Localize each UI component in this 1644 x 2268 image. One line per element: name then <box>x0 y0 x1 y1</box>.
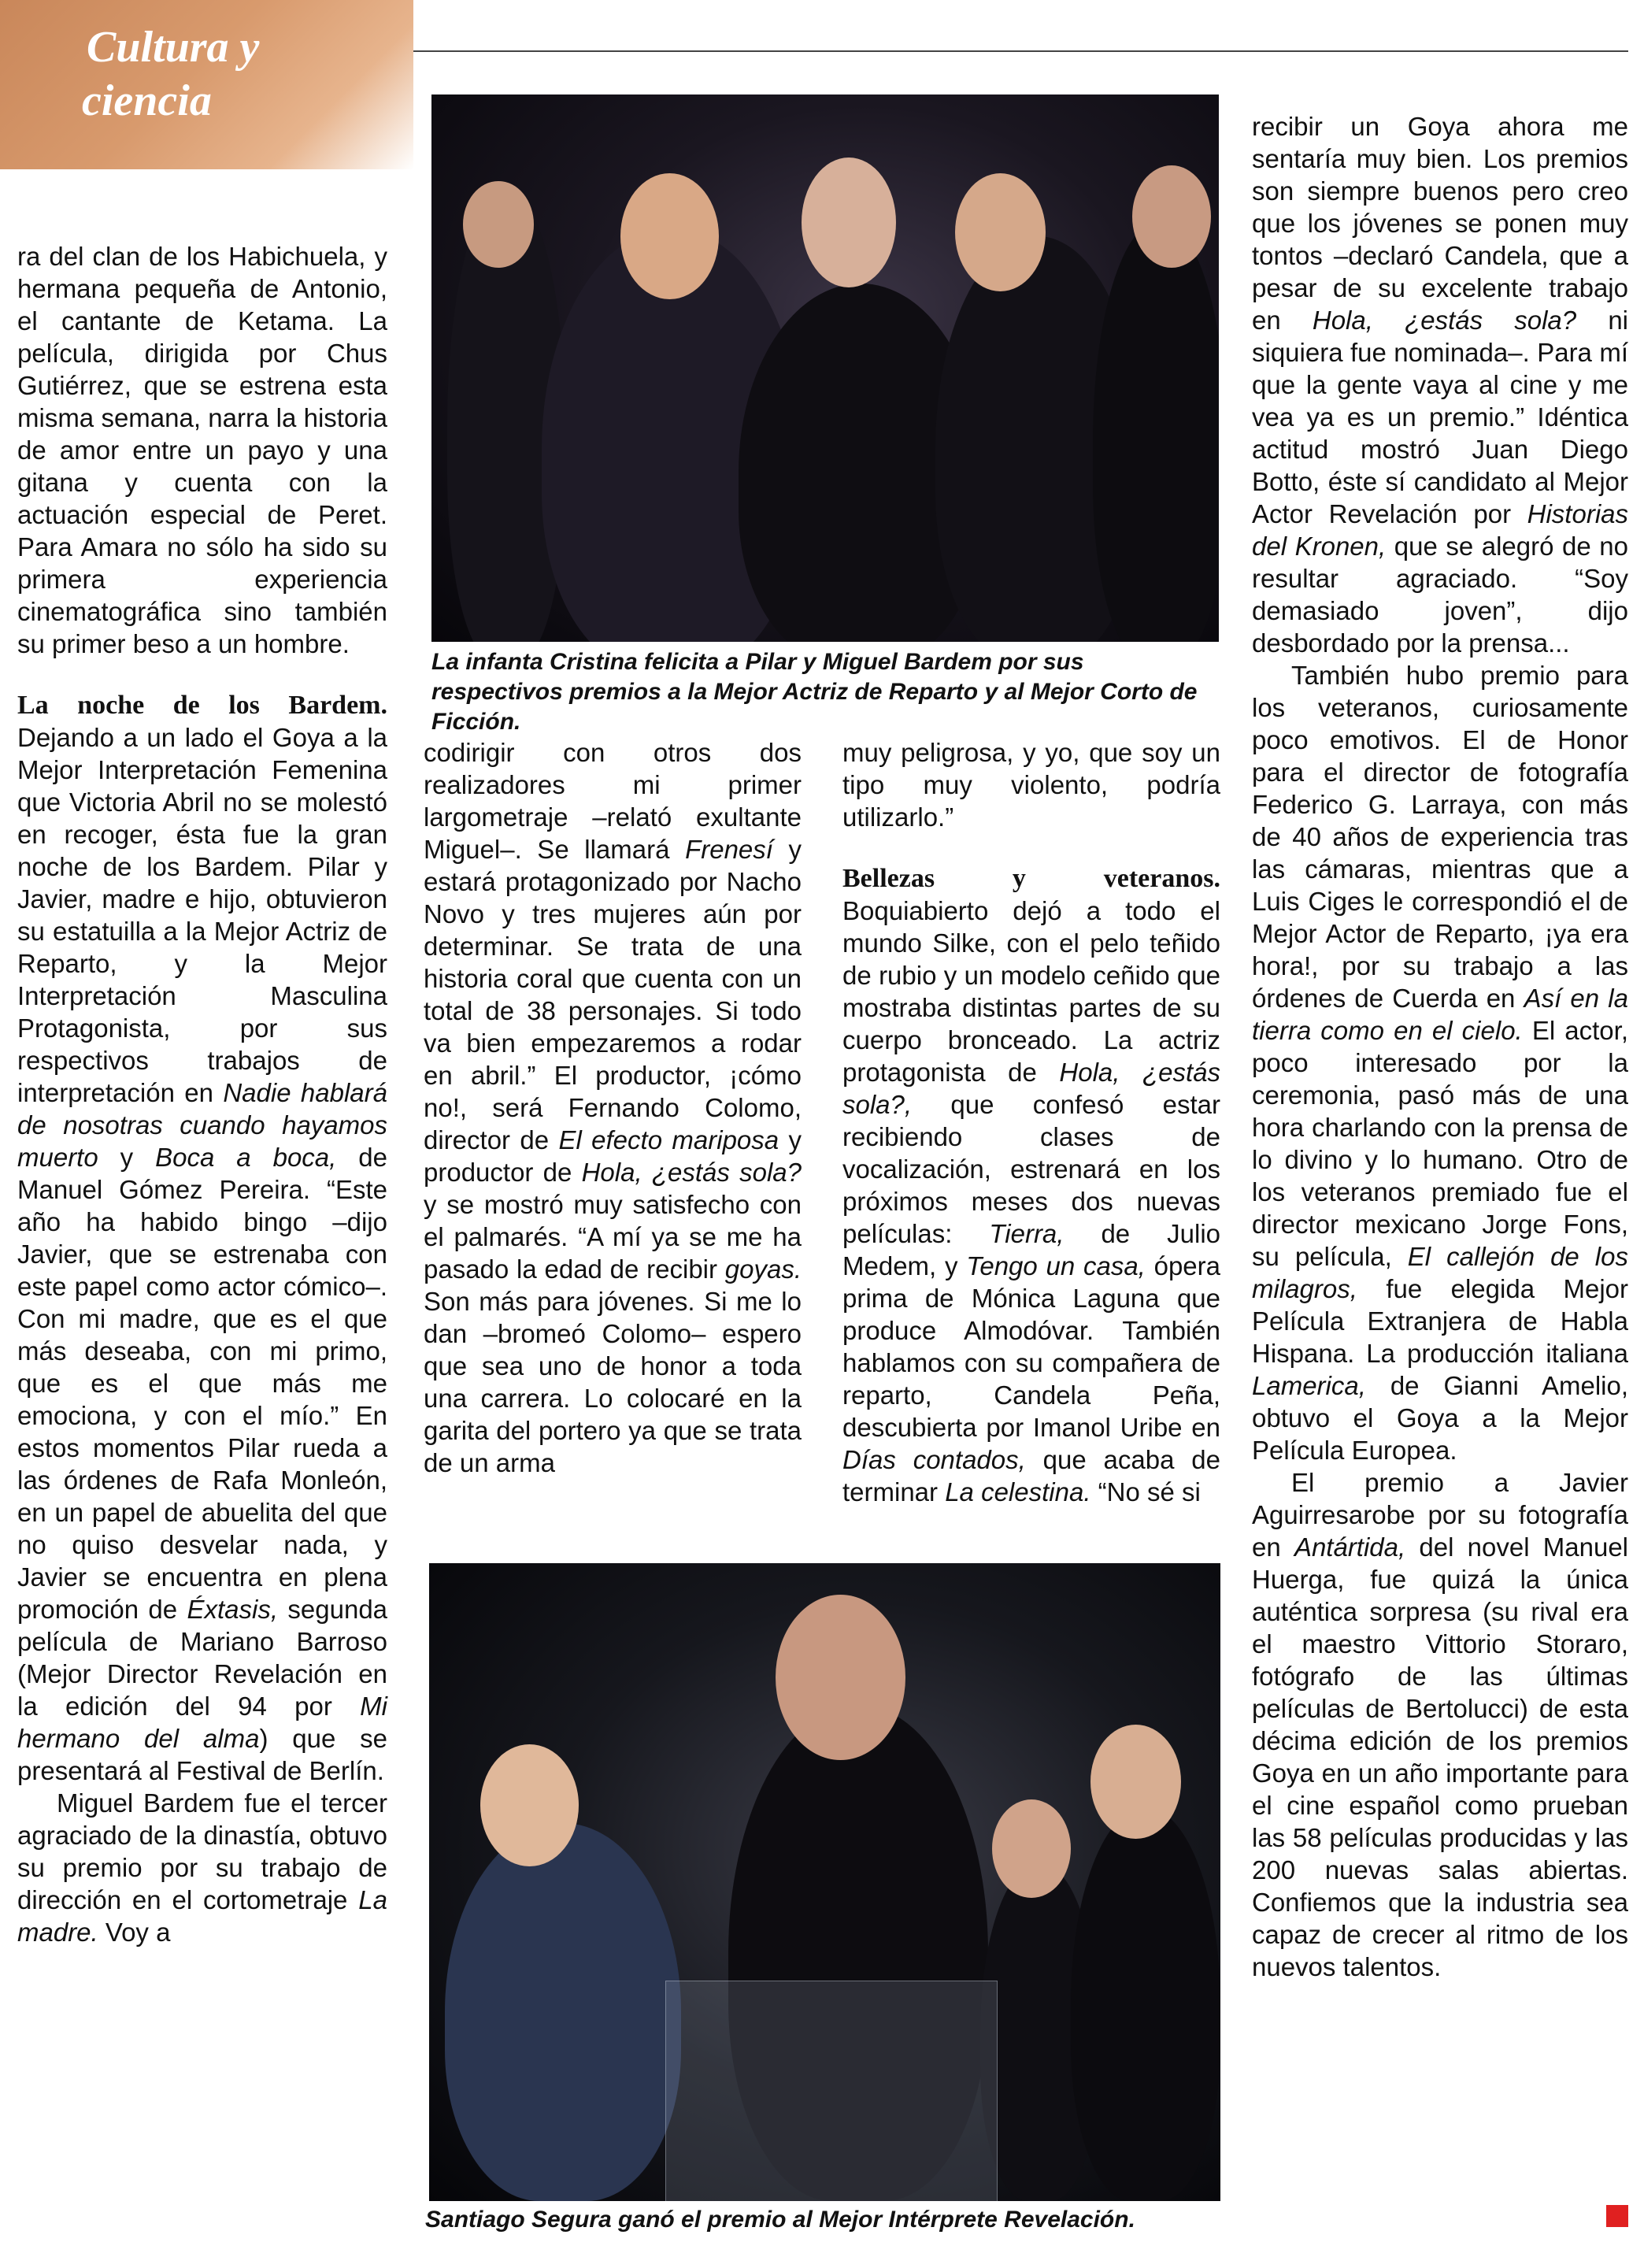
photo-caption-top: La infanta Cristina felicita a Pilar y Miguel Bardem por sus respectivos premios a la Mejor Actriz de Reparto y al Mejor Corto de Ficción. <box>431 649 1198 735</box>
face <box>1132 165 1211 268</box>
face <box>955 173 1046 291</box>
section-title-line2: ciencia <box>82 76 212 125</box>
section-title-line1: Cultura y <box>87 23 260 72</box>
photo-caption-bottom: Santiago Segura ganó el premio al Mejor Intérprete Revelación. <box>425 2207 1135 2233</box>
face <box>802 158 896 287</box>
face <box>1090 1725 1181 1839</box>
face <box>776 1595 905 1760</box>
column-2 <box>424 736 802 1479</box>
section-header <box>0 0 413 169</box>
column-3: muy peligrosa, y yo, que soy un tipo muy violento, podría utilizarlo.” Bellezas y veteranos. Boquiabierto dejó a todo el mundo Silke, con el pelo teñido de rubio y un modelo ceñido que mostraba distintas partes de su cuerpo bronceado. La actriz protagonista de Hola, ¿estás sola?, que confesó estar recibiendo clases de vocalización, estrenará en los próximos meses dos nuevas películas: Tierra, de Julio Medem, y Tengo un casa, ópera prima de Mónica Laguna que produce Almodóvar. También hablamos con su compañera de reparto, Candela Peña, descubierta por Imanol Uribe en Días contados, que acaba de terminar La celestina. “No sé si <box>842 738 1221 1506</box>
subheading: Bellezas y veteranos. <box>842 864 1220 893</box>
photo-santiago-segura <box>429 1563 1220 2201</box>
paragraph: El premio a Javier Aguirresarobe por su fotografía en Antártida, del novel Manuel Huerga, fue quizá la única auténtica sorpresa (su rival era el maestro Vittorio Storaro, fotógrafo de las últimas películas de Bertolucci) de esta décima edición de los premios Goya en un año importante para el cine español como prueban las 58 películas producidas y las 200 nuevas salas abiertas. Confiemos que la industria sea capaz de crecer al ritmo de los nuevos talentos. <box>1252 1468 1628 1981</box>
section-title <box>82 20 260 128</box>
header-rule <box>413 50 1628 52</box>
photo-infanta-cristina <box>431 94 1219 642</box>
figure-silhouette <box>1071 1807 1220 2201</box>
column-4 <box>1252 110 1628 1983</box>
figure-silhouette <box>445 1823 681 2201</box>
paragraph: ra del clan de los Habichuela, y hermana pequeña de Antonio, el cantante de Ketama. La película, dirigida por Chus Gutiérrez, que se estrena esta misma semana, narra la historia de amor entre un payo y una gitana y cuenta con la actuación especial de Peret. Para Amara no sólo ha sido su primera experiencia cinematográfica sino también su primer beso a un hombre. <box>17 242 387 658</box>
paragraph: Miguel Bardem fue el tercer agraciado de la dinastía, obtuvo su premio por su trabajo de dirección en el cortometraje La madre. Voy a <box>17 1788 387 1947</box>
face <box>480 1744 579 1866</box>
podium <box>665 1981 998 2201</box>
paragraph: recibir un Goya ahora me sentaría muy bien. Los premios son siempre buenos pero creo que los jóvenes se ponen muy tontos –declaró Candela, que a pesar de su excelente trabajo en Hola, ¿estás sola? ni siquiera fue nominada–. Para mí que la gente vaya al cine y me vea ya es un premio.” Idéntica actitud mostró Juan Diego Botto, éste sí candidato al Mejor Actor Revelación por Historias del Kronen, que se alegró de no resultar agraciado. “Soy demasiado joven”, dijo desbordado por la prensa... <box>1252 112 1628 658</box>
paragraph: codirigir con otros dos realizadores mi primer largometraje –relató exultante Miguel–. Se llamará Frenesí y estará protagonizado por Nacho Novo y tres mujeres aún por determinar. Se trata de una historia coral que cuenta con un total de 38 personajes. Si todo va bien empezaremos a rodar en abril.” El productor, ¡cómo no!, será Fernando Colomo, director de El efecto mariposa y productor de Hola, ¿estás sola? y se mostró muy satisfecho con el palmarés. “A mí ya se me ha pasado la edad de recibir goyas. Son más para jóvenes. Si me lo dan –bromeó Colomo– espero que sea uno de honor a toda una carrera. Lo colocaré en la garita del portero ya que se trata de un arma <box>424 738 802 1477</box>
face <box>620 173 719 299</box>
column-1: ra del clan de los Habichuela, y hermana pequeña de Antonio, el cantante de Ketama. La película, dirigida por Chus Gutiérrez, que se estrena esta misma semana, narra la historia de amor entre un payo y una gitana y cuenta con la actuación especial de Peret. Para Amara no sólo ha sido su primera experiencia cinematográfica sino también su primer beso a un hombre. La noche de los Bardem. Dejando a un lado el Goya a la Mejor Interpretación Femenina que Victoria Abril no se molestó en recoger, ésta fue la gran noche de los Bardem. Pilar y Javier, madre e hijo, obtuvieron su estatuilla a la Mejor Actriz de Reparto, y la Mejor Interpretación Masculina Protagonista, por sus respectivos trabajos de interpretación en Nadie hablará de nosotras cuando hayamos muerto y Boca a boca, de Manuel Gómez Pereira. “Este año ha habido bingo –dijo Javier, que se estrenaba con este papel como actor cómico–. Con mi madre, que es el que más deseaba, con mi primo, que es el que más me emociona, y con el mío.” En estos momentos Pilar rueda a las órdenes de Rafa Monleón, en un papel de abuelita del que no quiso desvelar nada, y Javier se encuentra en plena promoción de Éxtasis, segunda película de Mariano Barroso (Mejor Director Revelación en la edición del 94 por Mi hermano del alma) que se presentará al Festival de Berlín. Miguel Bardem fue el tercer agraciado de la dinastía, obtuvo su premio por su trabajo de dirección en el cortometraje La madre. Voy a <box>17 242 388 1947</box>
end-of-article-mark <box>1606 2205 1628 2227</box>
face <box>992 1799 1071 1898</box>
paragraph: También hubo premio para los veteranos, curiosamente poco emotivos. El de Honor para el director de fotografía Federico G. Larraya, con más de 40 años de experiencia tras las cámaras, mientras que a Luis Ciges le correspondió el de Mejor Actor de Reparto, ¡ya era hora!, por su trabajo a las órdenes de Cuerda en Así en la tierra como en el cielo. El actor, poco interesado por la ceremonia, pasó más de una hora charlando con la prensa de lo divino y lo humano. Otro de los veteranos premiado fue el director mexicano Jorge Fons, su película, El callejón de los milagros, fue elegida Mejor Película Extranjera de Habla Hispana. La producción italiana Lamerica, de Gianni Amelio, obtuvo el Goya a la Mejor Película Europea. <box>1252 661 1629 1465</box>
subheading: La noche de los Bardem. <box>17 691 387 720</box>
paragraph: muy peligrosa, y yo, que soy un tipo muy violento, podría utilizarlo.” <box>842 738 1220 832</box>
figure-silhouette <box>1093 220 1219 642</box>
face <box>463 181 534 268</box>
